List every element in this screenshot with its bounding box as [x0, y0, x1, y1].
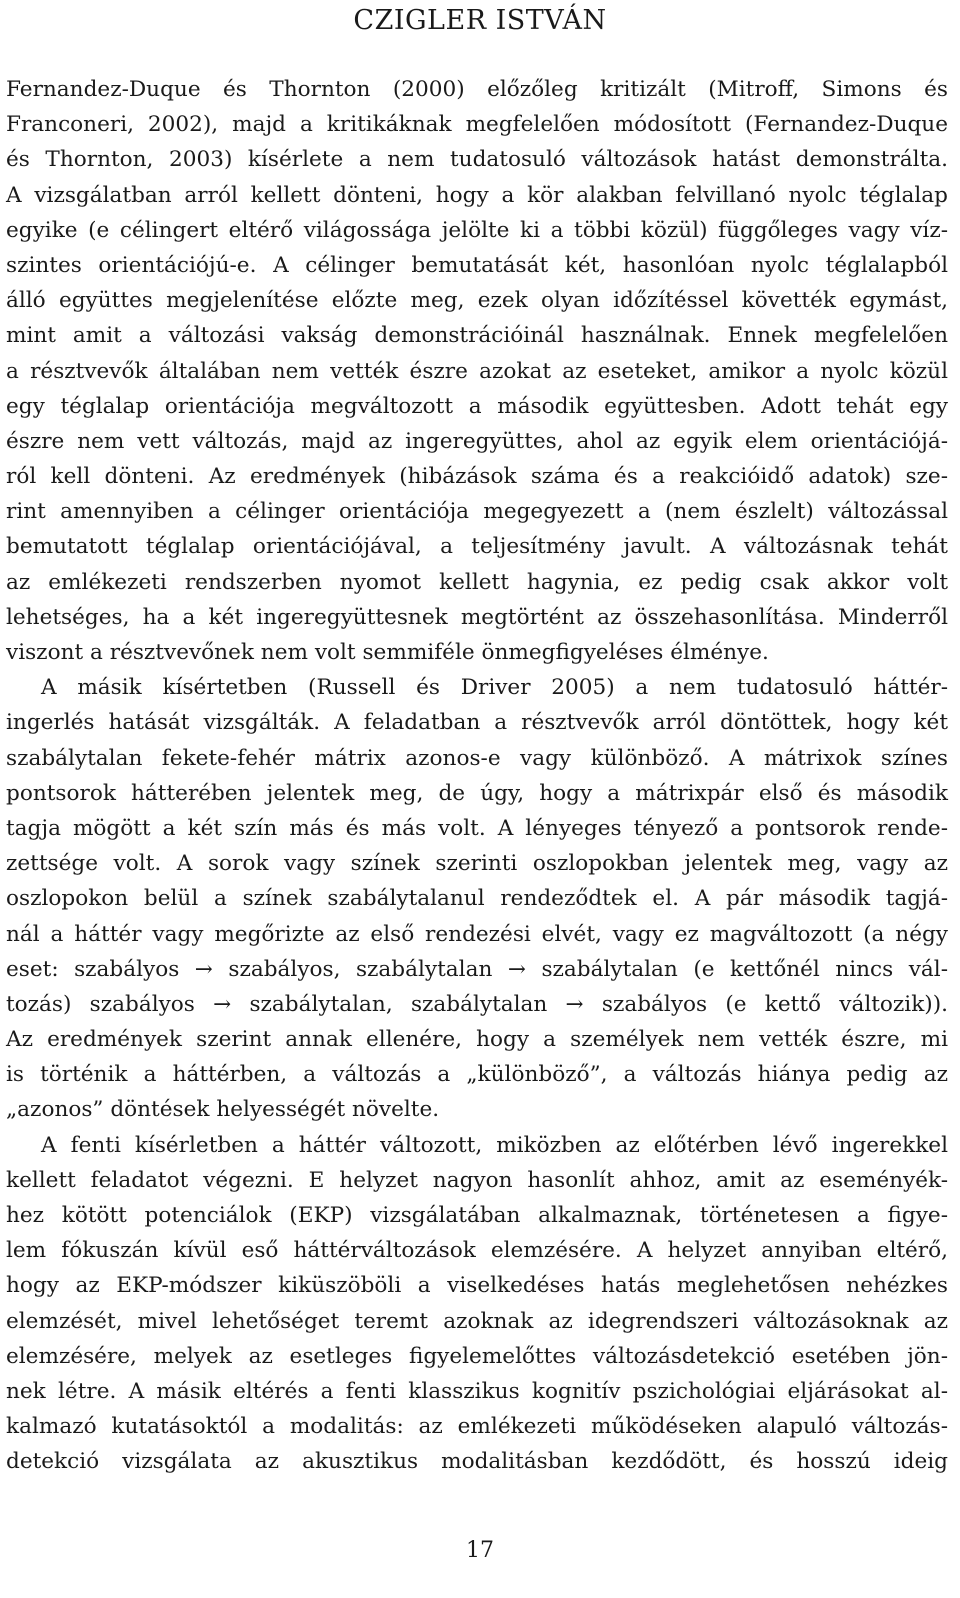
text-line: szabálytalan fekete-fehér mátrix azonos-e vagy különböző. A mátrixok színes: [6, 745, 948, 771]
text-line: észre nem vett változás, majd az ingeregyüttes, ahol az egyik elem orientációjá-: [6, 428, 948, 454]
text-line: hogy az EKP-módszer kiküszöböli a viselkedéses hatás meglehetősen nehézkes: [6, 1273, 948, 1299]
text-line: lehetséges, ha a két ingeregyüttesnek megtörtént az összehasonlítása. Minderről: [6, 604, 948, 630]
text-line: bemutatott téglalap orientációjával, a teljesítmény javult. A változásnak tehát: [6, 534, 948, 560]
paragraph: [6, 670, 948, 1127]
text-line: tagja mögött a két szín más és más volt. A lényeges tényező a pontsorok rende-: [6, 815, 948, 841]
page-number: 17: [466, 1538, 494, 1563]
text-line: eset: szabályos → szabályos, szabálytalan → szabálytalan (e kettőnél nincs vál-: [6, 956, 948, 982]
text-line: A fenti kísérletben a háttér változott, miközben az előtérben lévő ingerekkel: [41, 1132, 948, 1158]
text-line: álló együttes megjelenítése előzte meg, ezek olyan időzítéssel követték egymást,: [6, 288, 948, 314]
text-line: ingerlés hatását vizsgálták. A feladatban a résztvevők arról döntöttek, hogy két: [6, 710, 948, 736]
text-line: A másik kísértetben (Russell és Driver 2005) a nem tudatosuló háttér-: [41, 675, 948, 701]
text-line: kalmazó kutatásoktól a modalitás: az emlékezeti működéseken alapuló változás-: [6, 1414, 948, 1440]
text-line: detekció vizsgálata az akusztikus modalitásban kezdődött, és hosszú ideig: [6, 1449, 948, 1475]
text-line: viszont a résztvevőnek nem volt semmiféle önmegfigyeléses élménye.: [6, 640, 769, 665]
text-line: Franconeri, 2002), majd a kritikáknak megfelelően módosított (Fernandez-Duque: [6, 112, 948, 138]
text-line: nek létre. A másik eltérés a fenti klasszikus kognitív pszichológiai eljárásokat al-: [6, 1378, 948, 1404]
text-line: „azonos” döntések helyességét növelte.: [6, 1097, 440, 1123]
text-line: nál a háttér vagy megőrizte az első rendezési elvét, vagy ez magváltozott (a négy: [6, 921, 948, 947]
text-line: ról kell dönteni. Az eredmények (hibázások száma és a reakcióidő adatok) sze-: [6, 464, 948, 490]
text-line: egy téglalap orientációja megváltozott a második együttesben. Adott tehát egy: [6, 393, 948, 419]
running-head: CZIGLER ISTVÁN: [353, 5, 607, 36]
text-line: oszlopokon belül a színek szabálytalanul rendeződtek el. A pár második tagjá-: [6, 886, 948, 912]
text-line: zettsége volt. A sorok vagy színek szerinti oszlopokban jelentek meg, vagy az: [6, 851, 948, 877]
text-line: Fernandez-Duque és Thornton (2000) előzőleg kritizált (Mitroff, Simons és: [6, 77, 948, 102]
text-line: Az eredmények szerint annak ellenére, hogy a személyek nem vették észre, mi: [6, 1027, 948, 1053]
text-line: kellett feladatot végezni. E helyzet nagyon hasonlít ahhoz, amit az eseményék-: [6, 1167, 948, 1193]
body-text: [6, 72, 948, 1480]
text-line: egyike (e célingert eltérő világossága jelölte ki a többi közül) függőleges vagy víz-: [6, 217, 948, 243]
text-line: elemzését, mivel lehetőséget teremt azoknak az idegrendszeri változásoknak az: [6, 1308, 948, 1334]
text-line: szintes orientációjú-e. A célinger bemutatását két, hasonlóan nyolc téglalapból: [6, 252, 948, 278]
text-line: A vizsgálatban arról kellett dönteni, hogy a kör alakban felvillanó nyolc téglalap: [6, 182, 948, 208]
text-line: tozás) szabályos → szabálytalan, szabálytalan → szabályos (e kettő változik)).: [6, 991, 948, 1017]
paragraph: [6, 1128, 948, 1480]
text-line: is történik a háttérben, a változás a „különböző”, a változás hiánya pedig az: [6, 1062, 948, 1088]
text-line: az emlékezeti rendszerben nyomot kellett hagynia, ez pedig csak akkor volt: [6, 569, 948, 595]
text-line: a résztvevők általában nem vették észre azokat az eseteket, amikor a nyolc közül: [6, 358, 948, 384]
paragraph: [6, 72, 948, 670]
text-line: és Thornton, 2003) kísérlete a nem tudatosuló változások hatást demonstrálta.: [6, 147, 948, 173]
text-line: mint amit a változási vakság demonstrációinál használnak. Ennek megfelelően: [6, 323, 948, 349]
text-line: hez kötött potenciálok (EKP) vizsgálatában alkalmaznak, történetesen a figye-: [6, 1203, 948, 1228]
text-line: pontsorok hátterében jelentek meg, de úgy, hogy a mátrixpár első és második: [6, 780, 948, 806]
text-line: lem fókuszán kívül eső háttérváltozások elemzésére. A helyzet annyiban eltérő,: [6, 1238, 948, 1264]
text-line: elemzésére, melyek az esetleges figyelemelőttes változásdetekció esetében jön-: [6, 1343, 948, 1369]
text-line: rint amennyiben a célinger orientációja megegyezett a (nem észlelt) változással: [6, 499, 948, 525]
